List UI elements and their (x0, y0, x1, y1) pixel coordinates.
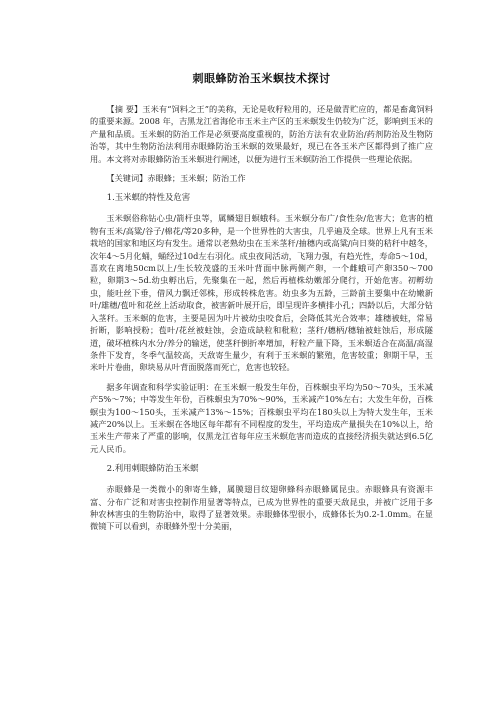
section-heading-2: 2.利用刺眼蜂防治玉米螟 (106, 463, 199, 474)
keywords-line: 【关键词】赤眼蜂；玉米螟；防治工作 (106, 173, 246, 184)
section1-paragraph-2: 据多年调查和科学实验证明：在玉米螟一般发生年份，百株螟虫平均为50～70头，玉米减产5%～7%；中等发生年份，百株螟虫为70%～90%，玉米减产10%左右；大发生年份，百株螟虫为100～150头，玉米减产13%～15%；百株螟虫平均在180头以上为特大发生年，玉米减产20%以上。玉米螟在各地区每年都有不同程度的发生，平均造成产量损失在10%以上，给玉米生产带来了严重的影响，仅黑龙江省每年应玉米螟危害而造成的直接经济损失就达到6.5亿元人民币。 (90, 381, 433, 454)
section2-paragraph-1: 赤眼蜂是一类微小的卵寄生蜂，属膜翅目纹翅卵蜂科赤眼蜂属昆虫。赤眼蜂具有资源丰富、分布广泛和对害虫控制作用显著等特点，已成为世界性的重要天敌昆虫，并被广泛用于多种农林害虫的生物防治中，取得了显著效果。赤眼蜂体型很小，成蜂体长为0.2-1.0mm。在显微镜下可以看到，赤眼蜂外型十分美丽， (90, 484, 433, 532)
document-title: 刺眼蜂防治玉米螟技术探讨 (192, 72, 331, 85)
section-heading-1: 1.玉米螟的特性及危害 (106, 192, 191, 203)
section1-paragraph-1: 玉米螟俗称钻心虫/箭杆虫等，属鳞翅目螟蛾科。玉米螟分布广/食性杂/危害大；危害的植物有玉米/高粱/谷子/棉花/等20多种，是一个世界性的大害虫，几乎遍及全球。世界上凡有玉米栽培的国家和地区均有发生。通常以老熟幼虫在玉米茎秆/抽穗内或高粱/向日葵的秸秆中越冬，次年4～5月化蛹，蛹经过10d左右羽化。成虫夜间活动，飞翔力强，有趋光性，寿命5～10d，喜欢在离地50cm以上/生长较茂盛的玉米叶背面中脉两侧产卵，一个雌蛾可产卵350～700粒，卵期3～5d.幼虫孵出后，先聚集在一起，然后再植株幼嫩部分爬行，开始危害。初孵幼虫，能吐丝下垂，借风力飘迁邻株，形成转株危害。幼虫多为五龄，三龄前主要集中在幼嫩新叶/雄穗/苞叶和花丝上活动取食，被害新叶展开后，即呈现许多横排小孔；四龄以后，大部分钻入茎秆。玉米螟的危害，主要是因为叶片被幼虫咬食后，会降低其光合效率；雄穗被蛀，常易折断，影响授粉；苞叶/花丝被蛀蚀，会造成缺粒和秕粒；茎秆/穗柄/穗轴被蛀蚀后，形成隧道，破坏植株内水分/养分的输送，使茎秆倒折率增加，籽粒产量下降，玉米螟适合在高温/高湿条件下发育，冬季气温较高，天敌寄生量少，有利于玉米螟的繁殖，危害较重；卵期干旱，玉米叶片卷曲，卵块易从叶背面脱落而死亡，危害也较轻。 (90, 213, 433, 373)
abstract-paragraph: 【摘 要】玉米有“饲料之王”的美称，无论是收籽粒用的，还是做青贮应的，都是畜禽饲料的重要来源。2008 年，吉黑龙江省海伦市玉米主产区的玉米螟发生仍较为广泛，影响到玉米的产量和品质。玉米螟的防治工作是必须要高度重视的，防治方法有农业防治/药剂防治及生物防治等，其中生物防治法利用赤眼蜂防治玉米螟的效果最好，现已在各玉米产区都得到了推广应用。本文将对赤眼蜂防治玉米螟进行阐述，以便为进行玉米螟防治工作提供一些理论依据。 (90, 104, 433, 164)
